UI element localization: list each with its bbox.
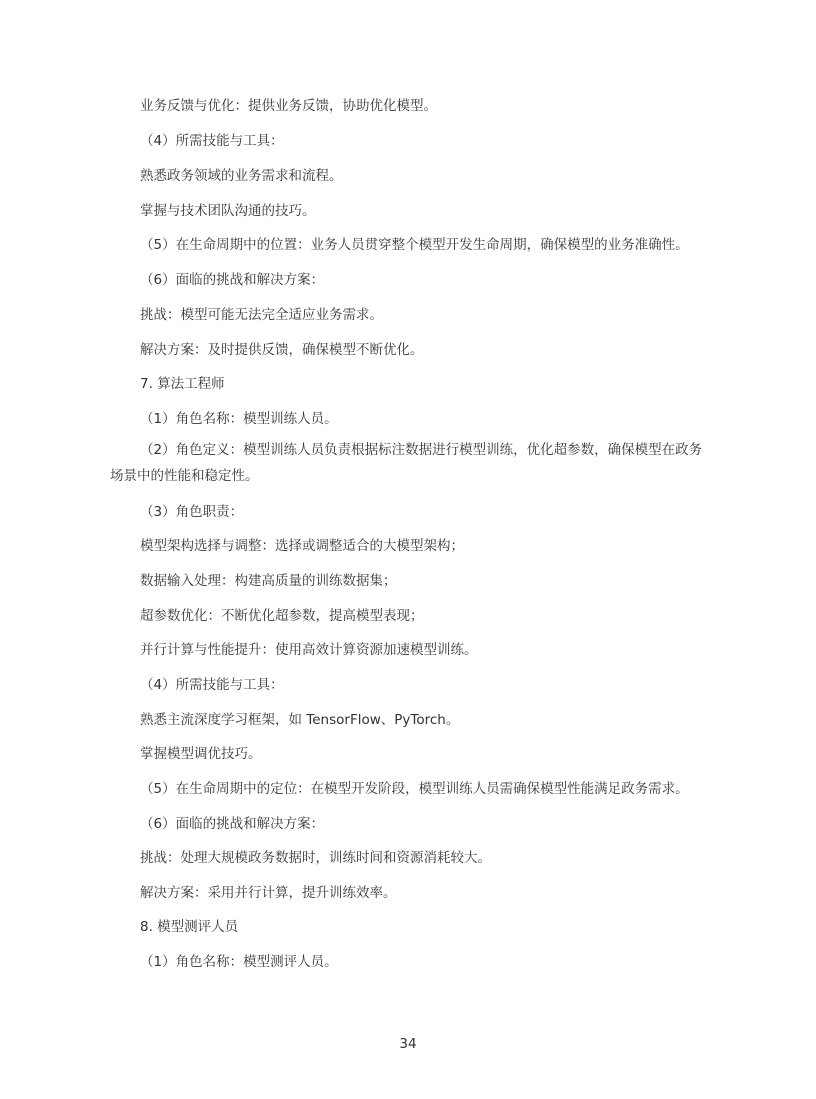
paragraph: 熟悉政务领域的业务需求和流程。: [140, 168, 343, 184]
paragraph: 数据输入处理：构建高质量的训练数据集；: [140, 573, 397, 589]
paragraph: 挑战：处理大规模政务数据时，训练时间和资源消耗较大。: [140, 850, 491, 866]
paragraph: 并行计算与性能提升：使用高效计算资源加速模型训练。: [140, 642, 478, 658]
paragraph: （5）在生命周期中的定位：在模型开发阶段，模型训练人员需确保模型性能满足政务需求。: [140, 781, 689, 797]
page-number: 34: [399, 1036, 417, 1052]
section-heading: 8. 模型测评人员: [140, 919, 239, 935]
section-heading: 7. 算法工程师: [140, 376, 225, 392]
subheading: （6）面临的挑战和解决方案：: [140, 272, 325, 288]
paragraph-multiline: （2）角色定义：模型训练人员负责根据标注数据进行模型训练，优化超参数，确保模型在政务场景中的性能和稳定性。: [110, 442, 703, 484]
paragraph: 超参数优化：不断优化超参数，提高模型表现；: [140, 608, 424, 624]
paragraph: 模型架构选择与调整：选择或调整适合的大模型架构；: [140, 538, 464, 554]
paragraph: 解决方案：采用并行计算，提升训练效率。: [140, 885, 397, 901]
paragraph: （1）角色名称：模型测评人员。: [140, 954, 338, 970]
paragraph: 熟悉主流深度学习框架，如 TensorFlow、PyTorch。: [140, 712, 460, 728]
paragraph: 掌握模型调优技巧。: [140, 746, 262, 762]
paragraph: （1）角色名称：模型训练人员。: [140, 411, 338, 427]
subheading: （4）所需技能与工具：: [140, 133, 284, 149]
paragraph: （5）在生命周期中的位置：业务人员贯穿整个模型开发生命周期，确保模型的业务准确性。: [140, 237, 689, 253]
paragraph: 解决方案：及时提供反馈，确保模型不断优化。: [140, 342, 424, 358]
subheading: （6）面临的挑战和解决方案：: [140, 816, 325, 832]
subheading: （3）角色职责：: [140, 504, 244, 520]
subheading: （4）所需技能与工具：: [140, 677, 284, 693]
paragraph: 业务反馈与优化：提供业务反馈，协助优化模型。: [140, 98, 437, 114]
paragraph: 掌握与技术团队沟通的技巧。: [140, 203, 316, 219]
paragraph: 挑战：模型可能无法完全适应业务需求。: [140, 307, 383, 323]
